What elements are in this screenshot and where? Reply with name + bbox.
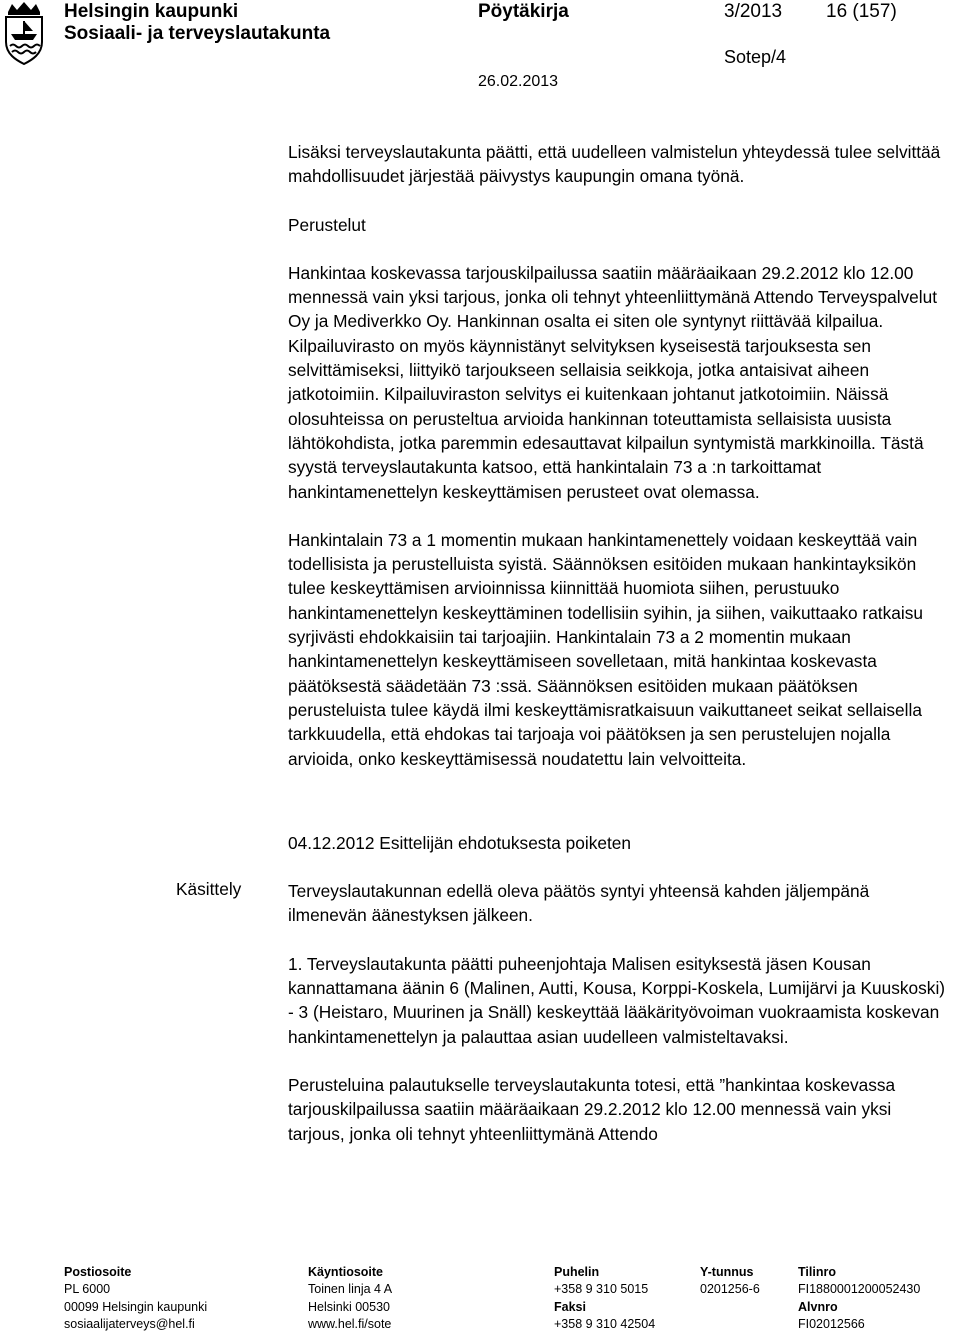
footer-tilinro (798, 1264, 920, 1333)
helsinki-coat-of-arms-logo (2, 2, 46, 66)
footer-heading: Puhelin (554, 1265, 600, 1279)
footer-line: 00099 Helsingin kaupunki (64, 1299, 208, 1314)
footer-kayntiosoite (308, 1264, 392, 1333)
meeting-date: 26.02.2013 (478, 73, 559, 90)
paragraph-vote-1: 1. Terveyslautakunta päätti puheenjohtaja Malisen esityksestä jäsen Kousan kannattamana äänin 6 (Malinen, Autti, Kousa, Korppi-Koskela, Lumijärvi ja Kuuskoski) - 3 (Heistaro, Muurinen ja Snäll) keskeyttää lääkärityövoiman vuokraamista koskevan hankintamenettelyn ja palauttaa asian uudelleen valmisteltavaksi. (288, 953, 946, 1047)
paragraph-vote-summary: Terveyslautakunnan edellä oleva päätös syntyi yhteensä kahden jäljempänä ilmenevän äänestyksen jälkeen. (288, 881, 870, 926)
document-body (288, 140, 948, 1146)
footer-heading: Faksi (554, 1299, 586, 1314)
footer-line: FI1880001200052430 (798, 1282, 921, 1297)
paragraph-perusteluina: Perusteluina palautukselle terveyslautakunta totesi, että ”hankintaa koskevassa tarjouskilpailussa saatiin määräaikaan 29.2.2012 klo 12.00 mennessä vain yksi tarjous, jonka oli tehnyt yhteenliittymänä Attendo (288, 1074, 896, 1144)
footer-puhelin (554, 1264, 655, 1333)
org-name: Helsingin kaupunki (64, 1, 239, 22)
paragraph-perustelut: Hankintaa koskevassa tarjouskilpailussa saatiin määräaikaan 29.2.2012 klo 12.00 mennessä vain yksi tarjous, jonka oli tehnyt yhteenliittymänä Attendo Terveyspalvelut Oy ja Mediverkko Oy. Hankinnan osalta ei siten ole syntynyt riittävää kilpailua. Kilpailuvirasto on myös käynnistänyt selvityksen kyseisestä tarjouksesta sen selvittämiseksi, liittyikö tarjoukseen sellaisia seikkoja, jotka antaisivat aiheen jatkotoimiin. Kilpailuviraston selvitys ei kuitenkaan johtanut jatkotoimiin. Näissä olosuhteissa on perusteltua arvioida hankinnan toteuttamista sellaisista uusista lähtökohdista, jotka paremmin edesauttavat kilpailun syntymistä markkinoilla. Tästä syystä terveyslautakunta katsoo, että hankintalain 73 a :n tarkoittamat hankintamenettelyn keskeyttämisen perusteet ovat olemassa. (288, 262, 938, 502)
footer-line: 0201256-6 (700, 1282, 760, 1297)
footer-heading: Tilinro (798, 1265, 836, 1279)
footer-line: +358 9 310 5015 (554, 1282, 649, 1297)
heading-perustelut: Perustelut (288, 214, 366, 235)
footer-heading: Alvnro (798, 1299, 838, 1314)
footer-heading: Käyntiosoite (308, 1265, 384, 1279)
footer-line: Toinen linja 4 A (308, 1282, 393, 1297)
footer-line: FI02012566 (798, 1316, 865, 1331)
footer-heading: Y-tunnus (700, 1265, 754, 1279)
footer-heading: Postiosoite (64, 1265, 132, 1279)
footer-ytunnus (700, 1264, 760, 1299)
footer-postiosoite (64, 1264, 207, 1333)
paragraph-hankintalaki: Hankintalain 73 a 1 momentin mukaan hankintamenettely voidaan keskeyttää vain todellisista ja perustelluista syistä. Säännöksen esitöiden mukaan hankintayksikön tulee keskeyttämisen arvioinnissa kiinnittää huomiota siihen, perustuuko hankintamenettelyn keskeyttäminen todellisiin syihin, ja siihen, vaikuttaako ratkaisu syrjivästi ehdokkaisiin tai tarjoajiin. Hankintalain 73 a 2 momentin mukaan hankintamenettelyn keskeyttämiseen sovelletaan, mitä hankintaa koskevasta päätöksestä säädetään 73 :ssä. Säännöksen esitöiden mukaan päätöksen perusteluista tulee käydä ilmi keskeyttämisratkaisuun vaikuttaneet seikat sellaisella tarkkuudella, että ehdokas tai tarjoaja voi päätöksen ja sen perustelujen nojalla arvioida, onko keskeyttämisessä noudatettu lain velvoitteita. (288, 529, 923, 769)
footer-line: Helsinki 00530 (308, 1299, 390, 1314)
footer-email: sosiaalijaterveys@hel.fi (64, 1316, 195, 1331)
footer-line: PL 6000 (64, 1282, 111, 1297)
doc-type: Pöytäkirja (478, 1, 569, 22)
footer-website: www.hel.fi/sote (308, 1316, 392, 1331)
paragraph-intro: Lisäksi terveyslautakunta päätti, että uudelleen valmistelun yhteydessä tulee selvittää mahdollisuudet järjestää päivystys kaupungin omana työnä. (288, 142, 941, 187)
doc-number: 3/2013 (724, 1, 783, 22)
paragraph-date-note: 04.12.2012 Esittelijän ehdotuksesta poiketen (288, 832, 631, 853)
section-code: Sotep/4 (724, 47, 787, 67)
side-label-kasittely: Käsittely (176, 879, 242, 899)
unit-name: Sosiaali- ja terveyslautakunta (64, 23, 331, 44)
footer-line: +358 9 310 42504 (554, 1316, 656, 1331)
page-number: 16 (157) (826, 1, 897, 22)
